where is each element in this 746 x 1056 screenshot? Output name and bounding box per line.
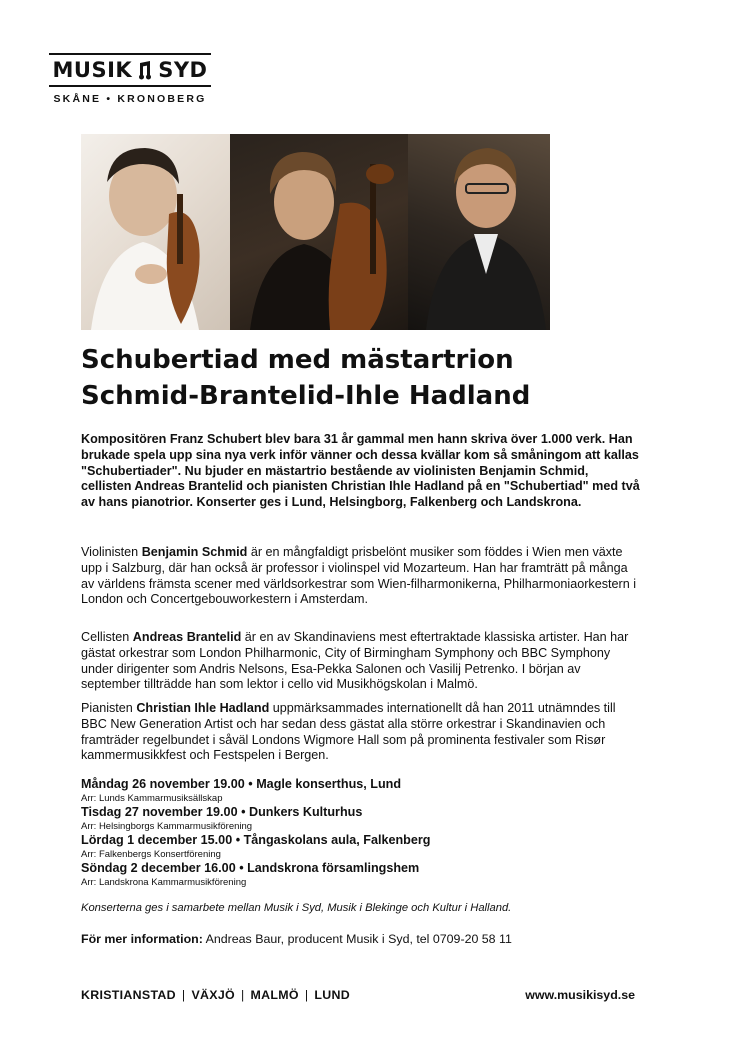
- website-link[interactable]: www.musikisyd.se: [525, 988, 635, 1002]
- photo-andreas-brantelid: [230, 134, 408, 330]
- logo-wordmark: [49, 55, 211, 85]
- paragraph-rest: uppmärksammades internationellt då han 2011 utnämndes till BBC New Generation Artist och har sedan dess gästat alla större orkestrar i Skandinavien och framträder regelbundet i såväl Londons Wigmore Hall som på prominenta festivaler som Risør kammermusikkfest och Festspelen i Bergen.: [81, 701, 616, 763]
- lead-paragraph: Kompositören Franz Schubert blev bara 31 år gammal men hann skriva över 1.000 verk. Han brukade spela upp sina nya verk inför vänner och dessa kvällar kom så småningom att kallas "Schubertiader". Nu bjuder en mästartrio bestående av violinisten Benjamin Schmid, cellisten Andreas Brantelid och pianisten Christian Ihle Hadland på en "Schubertiad" med två av hans pianotrior. Konserter ges i Lund, Helsingborg, Falkenberg och Landskrona.: [81, 432, 640, 510]
- photo-benjamin-schmid: [81, 134, 230, 330]
- city-vaxjo: VÄXJÖ: [191, 988, 235, 1002]
- paragraph-prefix: Violinisten: [81, 545, 142, 559]
- paragraph-christian-ihle-hadland: [81, 701, 641, 764]
- concert-organizer: Arr: Lunds Kammarmusiksällskap: [81, 793, 223, 804]
- concert-organizer: Arr: Landskrona Kammarmusikförening: [81, 877, 247, 888]
- contact-label: För mer information:: [81, 932, 203, 946]
- paragraph-rest: är en av Skandinaviens mest eftertraktade klassiska artister. Han har gästat orkestrar som London Philharmonic, City of Birmingham Symphony och BBC Symphony under dirigenter som Andris Nelsons, Esa-Pekka Salonen och Vasilij Petrenko. I början av september tillträdde han som lektor i cello vid Musikhögskolan i Malmö.: [81, 630, 629, 692]
- title-line-2: Schmid-Brantelid-Ihle Hadland: [81, 381, 531, 411]
- contact-text: Andreas Baur, producent Musik i Syd, tel 0709-20 58 11: [202, 932, 512, 946]
- logo-bottom-rule: [49, 85, 211, 87]
- city-lund: LUND: [314, 988, 350, 1002]
- artist-name: Christian Ihle Hadland: [136, 701, 270, 715]
- artist-name: Andreas Brantelid: [132, 630, 242, 644]
- city-separator: |: [240, 988, 245, 1002]
- concert-item: [81, 833, 641, 861]
- artist-name: Benjamin Schmid: [141, 545, 248, 559]
- concert-title: Tisdag 27 november 19.00 • Dunkers Kulturhus: [81, 805, 363, 819]
- city-separator: |: [304, 988, 309, 1002]
- concert-item: [81, 777, 641, 805]
- artist-photos: [81, 134, 550, 330]
- musik-i-syd-logo: [49, 53, 211, 105]
- logo-subtitle: SKÅNE • KRONOBERG: [53, 93, 207, 105]
- paragraph-benjamin-schmid: [81, 545, 641, 608]
- concert-item: [81, 861, 641, 889]
- page-title: [81, 342, 681, 414]
- city-malmo: MALMÖ: [250, 988, 299, 1002]
- footer-cities: [81, 988, 350, 1002]
- music-note-icon: [138, 60, 152, 80]
- concert-title: Söndag 2 december 16.00 • Landskrona församlingshem: [81, 861, 420, 875]
- contact-info: [81, 932, 512, 946]
- logo-name-left: MUSIK: [52, 58, 133, 82]
- paragraph-andreas-brantelid: [81, 630, 641, 693]
- city-separator: |: [181, 988, 186, 1002]
- paragraph-prefix: Pianisten: [81, 701, 137, 715]
- photo-christian-ihle-hadland: [408, 134, 550, 330]
- concert-organizer: Arr: Helsingborgs Kammarmusikförening: [81, 821, 253, 832]
- paragraph-rest: är en mångfaldigt prisbelönt musiker som föddes i Wien men växte upp i Salzburg, där han också är professor i violinspel vid Mozarteum. Han har framträtt på många av världens främsta scener med världsorkestrar som Wien-filharmonikerna, Philharmoniaorkestern i London och Concertgebouworkestern i Amsterdam.: [81, 545, 637, 607]
- concert-item: [81, 805, 641, 833]
- title-line-1: Schubertiad med mästartrion: [81, 345, 514, 375]
- concert-organizer: Arr: Falkenbergs Konsertförening: [81, 849, 221, 860]
- footer: [81, 988, 635, 1002]
- collaboration-note: Konserterna ges i samarbete mellan Musik i Syd, Musik i Blekinge och Kultur i Halland.: [81, 902, 512, 914]
- logo-name-right: SYD: [158, 58, 208, 82]
- city-kristianstad: KRISTIANSTAD: [81, 988, 176, 1002]
- concert-title: Lördag 1 december 15.00 • Tångaskolans aula, Falkenberg: [81, 833, 431, 847]
- concert-list: [81, 777, 641, 889]
- concert-title: Måndag 26 november 19.00 • Magle konserthus, Lund: [81, 777, 402, 791]
- paragraph-prefix: Cellisten: [81, 630, 133, 644]
